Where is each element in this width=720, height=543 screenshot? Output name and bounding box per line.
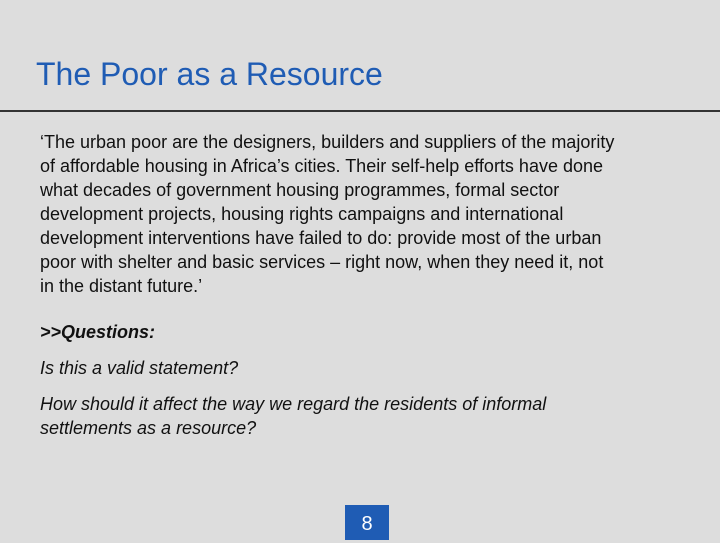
question-line: How should it affect the way we regard the residents of informal xyxy=(40,394,547,414)
question-line: Is this a valid statement? xyxy=(40,358,239,378)
quote-line: in the distant future.’ xyxy=(40,276,203,296)
quote-line: development projects, housing rights campaigns and international xyxy=(40,204,564,224)
slide-title: The Poor as a Resource xyxy=(36,56,383,92)
quote-line: poor with shelter and basic services – right now, when they need it, not xyxy=(40,252,604,272)
quote-paragraph xyxy=(40,130,700,298)
question-2 xyxy=(40,392,546,440)
quote-line: development interventions have failed to do: provide most of the urban xyxy=(40,228,602,248)
quote-line: of affordable housing in Africa’s cities. Their self-help efforts have done xyxy=(40,156,604,176)
quote-line: what decades of government housing programmes, formal sector xyxy=(40,180,560,200)
title-divider xyxy=(0,110,720,112)
page-number-badge: 8 xyxy=(345,505,389,540)
question-1 xyxy=(40,356,238,380)
quote-line: ‘The urban poor are the designers, builders and suppliers of the majority xyxy=(40,132,615,152)
question-line: settlements as a resource? xyxy=(40,418,257,438)
questions-heading: >>Questions: xyxy=(40,322,156,342)
